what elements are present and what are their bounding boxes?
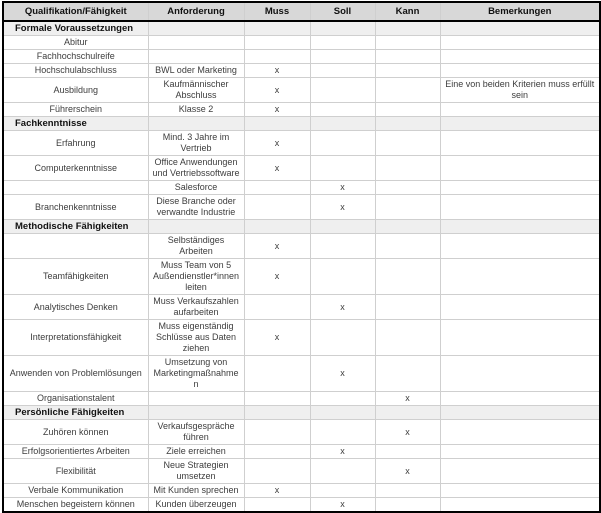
table-row (3, 181, 600, 195)
cell-soll (310, 234, 375, 259)
table-row (3, 445, 600, 459)
cell-soll (310, 50, 375, 64)
table-row (3, 156, 600, 181)
cell-anforderung: Muss Team von 5 Außendienstler*innen leiten (148, 259, 244, 295)
cell-bemerkungen (440, 498, 600, 513)
section-empty-cell (375, 220, 440, 234)
cell-bemerkungen (440, 295, 600, 320)
section-empty-cell (244, 406, 310, 420)
table-row (3, 498, 600, 513)
cell-qualifikation: Hochschulabschluss (3, 64, 148, 78)
cell-anforderung: Selbständiges Arbeiten (148, 234, 244, 259)
cell-soll (310, 103, 375, 117)
cell-soll (310, 64, 375, 78)
column-header-soll: Soll (310, 2, 375, 21)
table-row (3, 259, 600, 295)
section-empty-cell (244, 117, 310, 131)
cell-soll (310, 36, 375, 50)
cell-soll (310, 156, 375, 181)
cell-bemerkungen (440, 64, 600, 78)
cell-kann (375, 50, 440, 64)
cell-bemerkungen (440, 259, 600, 295)
cell-muss: x (244, 484, 310, 498)
cell-anforderung: Neue Strategien umsetzen (148, 459, 244, 484)
cell-qualifikation: Erfahrung (3, 131, 148, 156)
table-row (3, 50, 600, 64)
qualification-matrix-table (2, 1, 601, 513)
cell-soll (310, 131, 375, 156)
section-empty-cell (310, 117, 375, 131)
cell-qualifikation: Fachhochschulreife (3, 50, 148, 64)
section-label: Methodische Fähigkeiten (3, 220, 148, 234)
cell-soll: x (310, 295, 375, 320)
column-header-bemerkungen: Bemerkungen (440, 2, 600, 21)
section-empty-cell (244, 220, 310, 234)
table-row (3, 484, 600, 498)
cell-bemerkungen (440, 392, 600, 406)
table-row (3, 103, 600, 117)
cell-muss: x (244, 78, 310, 103)
cell-soll (310, 78, 375, 103)
cell-muss: x (244, 156, 310, 181)
section-empty-cell (148, 21, 244, 36)
cell-bemerkungen (440, 234, 600, 259)
cell-kann (375, 131, 440, 156)
cell-anforderung: Diese Branche oder verwandte Industrie (148, 195, 244, 220)
table-row (3, 234, 600, 259)
cell-bemerkungen (440, 445, 600, 459)
cell-qualifikation: Ausbildung (3, 78, 148, 103)
cell-muss: x (244, 259, 310, 295)
cell-qualifikation: Interpretationsfähigkeit (3, 320, 148, 356)
cell-anforderung: Kaufmännischer Abschluss (148, 78, 244, 103)
table-row (3, 195, 600, 220)
cell-qualifikation: Teamfähigkeiten (3, 259, 148, 295)
section-label: Persönliche Fähigkeiten (3, 406, 148, 420)
cell-kann (375, 195, 440, 220)
cell-qualifikation: Führerschein (3, 103, 148, 117)
section-label: Fachkenntnisse (3, 117, 148, 131)
cell-kann (375, 484, 440, 498)
cell-anforderung (148, 392, 244, 406)
section-empty-cell (440, 220, 600, 234)
cell-soll (310, 420, 375, 445)
cell-qualifikation (3, 181, 148, 195)
header-row (3, 2, 600, 21)
cell-muss: x (244, 103, 310, 117)
cell-kann (375, 181, 440, 195)
table-row (3, 320, 600, 356)
cell-soll (310, 459, 375, 484)
cell-bemerkungen (440, 131, 600, 156)
cell-bemerkungen (440, 36, 600, 50)
cell-bemerkungen: Eine von beiden Kriterien muss erfüllt sein (440, 78, 600, 103)
cell-bemerkungen (440, 195, 600, 220)
cell-kann (375, 103, 440, 117)
requirements-table-body (3, 21, 600, 512)
cell-muss (244, 50, 310, 64)
cell-bemerkungen (440, 181, 600, 195)
cell-anforderung: Salesforce (148, 181, 244, 195)
section-empty-cell (148, 117, 244, 131)
section-label: Formale Voraussetzungen (3, 21, 148, 36)
cell-kann (375, 36, 440, 50)
section-empty-cell (310, 21, 375, 36)
table-row (3, 420, 600, 445)
cell-muss (244, 392, 310, 406)
cell-bemerkungen (440, 156, 600, 181)
section-empty-cell (375, 21, 440, 36)
cell-kann (375, 295, 440, 320)
cell-kann: x (375, 420, 440, 445)
cell-kann (375, 259, 440, 295)
cell-soll (310, 320, 375, 356)
cell-anforderung: Umsetzung von Marketingmaßnahmen (148, 356, 244, 392)
cell-soll: x (310, 195, 375, 220)
cell-soll: x (310, 498, 375, 513)
table-row (3, 36, 600, 50)
table-row (3, 64, 600, 78)
cell-qualifikation (3, 234, 148, 259)
section-row (3, 117, 600, 131)
cell-anforderung (148, 36, 244, 50)
cell-anforderung: Mind. 3 Jahre im Vertrieb (148, 131, 244, 156)
cell-kann (375, 156, 440, 181)
cell-kann (375, 320, 440, 356)
table-row (3, 356, 600, 392)
table-row (3, 295, 600, 320)
cell-qualifikation: Organisationstalent (3, 392, 148, 406)
cell-bemerkungen (440, 103, 600, 117)
cell-qualifikation: Zuhören können (3, 420, 148, 445)
cell-anforderung: Muss eigenständig Schlüsse aus Daten ziehen (148, 320, 244, 356)
cell-soll: x (310, 445, 375, 459)
cell-soll (310, 392, 375, 406)
cell-kann (375, 498, 440, 513)
cell-soll: x (310, 356, 375, 392)
cell-qualifikation: Branchenkenntnisse (3, 195, 148, 220)
cell-kann: x (375, 392, 440, 406)
cell-muss (244, 445, 310, 459)
section-row (3, 21, 600, 36)
section-empty-cell (148, 220, 244, 234)
cell-soll (310, 484, 375, 498)
section-empty-cell (440, 117, 600, 131)
cell-muss (244, 295, 310, 320)
cell-kann (375, 356, 440, 392)
cell-muss: x (244, 131, 310, 156)
cell-anforderung: BWL oder Marketing (148, 64, 244, 78)
table-row (3, 459, 600, 484)
cell-muss (244, 498, 310, 513)
cell-kann (375, 234, 440, 259)
column-header-kann: Kann (375, 2, 440, 21)
cell-bemerkungen (440, 356, 600, 392)
section-row (3, 406, 600, 420)
cell-qualifikation: Computerkenntnisse (3, 156, 148, 181)
cell-qualifikation: Verbale Kommunikation (3, 484, 148, 498)
cell-bemerkungen (440, 484, 600, 498)
cell-qualifikation: Abitur (3, 36, 148, 50)
section-empty-cell (440, 21, 600, 36)
cell-anforderung: Ziele erreichen (148, 445, 244, 459)
section-empty-cell (375, 406, 440, 420)
cell-anforderung: Mit Kunden sprechen (148, 484, 244, 498)
cell-anforderung: Office Anwendungen und Vertriebssoftware (148, 156, 244, 181)
cell-qualifikation: Analytisches Denken (3, 295, 148, 320)
table-row (3, 392, 600, 406)
cell-qualifikation: Anwenden von Problemlösungen (3, 356, 148, 392)
cell-kann: x (375, 459, 440, 484)
cell-muss: x (244, 64, 310, 78)
column-header-muss: Muss (244, 2, 310, 21)
cell-muss: x (244, 234, 310, 259)
cell-bemerkungen (440, 420, 600, 445)
cell-bemerkungen (440, 459, 600, 484)
cell-muss (244, 195, 310, 220)
cell-muss (244, 356, 310, 392)
cell-muss (244, 36, 310, 50)
section-row (3, 220, 600, 234)
section-empty-cell (148, 406, 244, 420)
cell-bemerkungen (440, 320, 600, 356)
cell-muss (244, 459, 310, 484)
cell-soll: x (310, 181, 375, 195)
section-empty-cell (310, 220, 375, 234)
cell-muss (244, 181, 310, 195)
section-empty-cell (375, 117, 440, 131)
cell-anforderung: Klasse 2 (148, 103, 244, 117)
cell-anforderung (148, 50, 244, 64)
cell-anforderung: Verkaufsgespräche führen (148, 420, 244, 445)
cell-kann (375, 78, 440, 103)
cell-anforderung: Kunden überzeugen (148, 498, 244, 513)
section-empty-cell (440, 406, 600, 420)
cell-qualifikation: Menschen begeistern können (3, 498, 148, 513)
cell-bemerkungen (440, 50, 600, 64)
cell-anforderung: Muss Verkaufszahlen aufarbeiten (148, 295, 244, 320)
column-header-anforderung: Anforderung (148, 2, 244, 21)
section-empty-cell (244, 21, 310, 36)
table-row (3, 131, 600, 156)
cell-kann (375, 445, 440, 459)
cell-soll (310, 259, 375, 295)
cell-muss (244, 420, 310, 445)
cell-qualifikation: Flexibilität (3, 459, 148, 484)
table-row (3, 78, 600, 103)
section-empty-cell (310, 406, 375, 420)
column-header-qualifikation: Qualifikation/Fähigkeit (3, 2, 148, 21)
cell-kann (375, 64, 440, 78)
cell-muss: x (244, 320, 310, 356)
cell-qualifikation: Erfolgsorientiertes Arbeiten (3, 445, 148, 459)
